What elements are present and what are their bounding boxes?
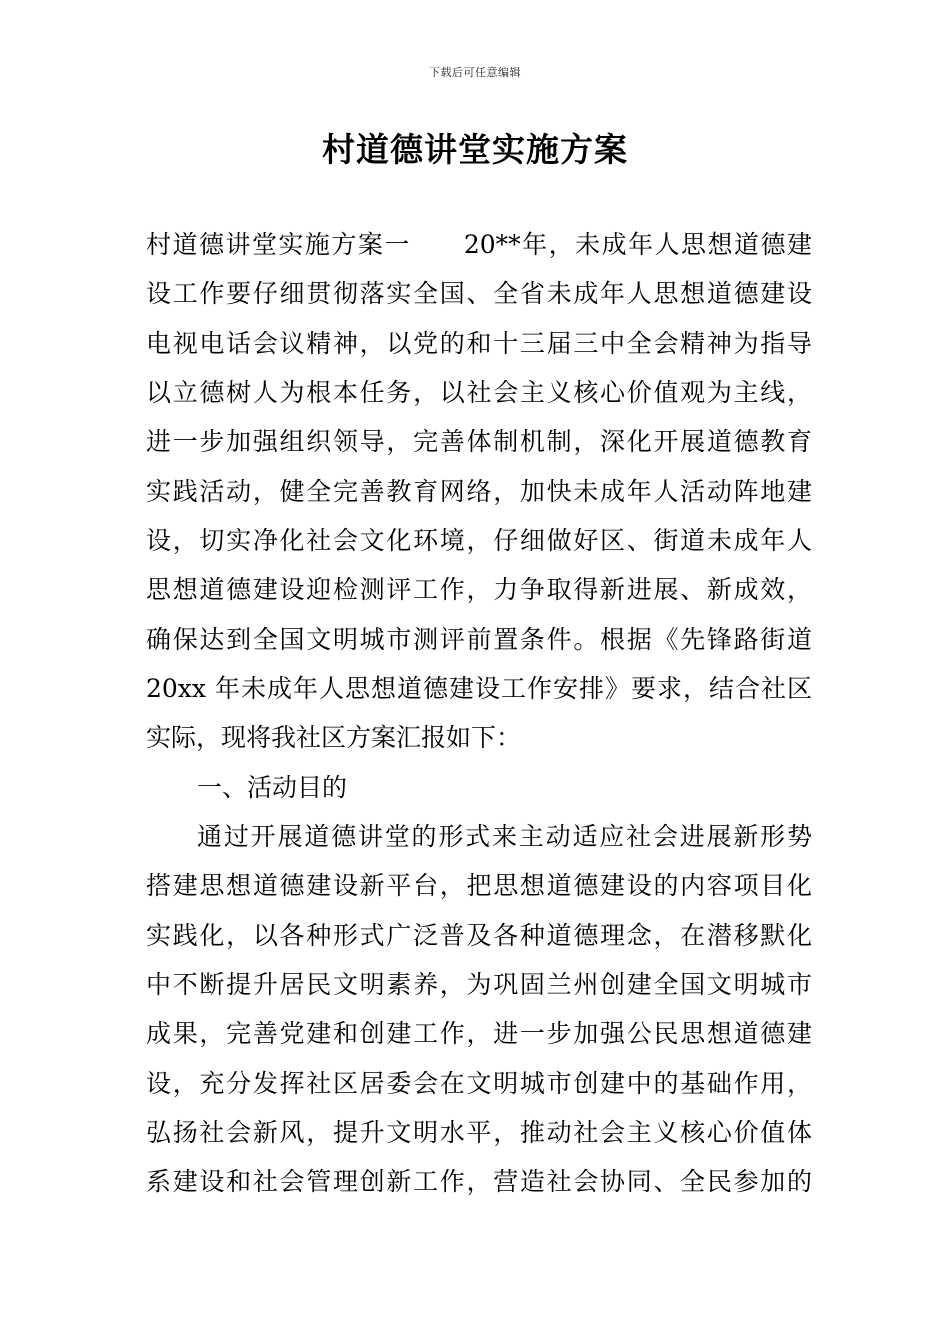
- body-line: 实际，现将我社区方案汇报如下：: [146, 723, 522, 752]
- body-line: 设，充分发挥社区居委会在文明城市创建中的基础作用，: [146, 1069, 812, 1098]
- document-title: 村道德讲堂实施方案: [322, 130, 628, 169]
- body-line: 实践活动，健全完善教育网络，加快未成年人活动阵地建: [146, 477, 812, 506]
- body-line: 搭建思想道德建设新平台，把思想道德建设的内容项目化: [146, 871, 812, 900]
- body-line: 20xx 年未成年人思想道德建设工作安排》要求，结合社区: [146, 674, 812, 703]
- body-line: 弘扬社会新风，提升文明水平，推动社会主义核心价值体: [146, 1118, 812, 1147]
- body-line: 中不断提升居民文明素养，为巩固兰州创建全国文明城市: [146, 970, 812, 999]
- body-line: 进一步加强组织领导，完善体制机制，深化开展道德教育: [146, 427, 812, 456]
- body-line: 以立德树人为根本任务，以社会主义核心价值观为主线，: [146, 378, 812, 407]
- body-line: 通过开展道德讲堂的形式来主动适应社会进展新形势: [197, 822, 812, 851]
- body-line: 电视电话会议精神，以党的和十三届三中全会精神为指导: [146, 329, 812, 358]
- body-line: 村道德讲堂实施方案一 20**年，未成年人思想道德建: [146, 230, 812, 259]
- section-heading: 一、活动目的: [197, 773, 348, 802]
- page-header-note: 下载后可任意编辑: [429, 66, 521, 79]
- body-line: 确保达到全国文明城市测评前置条件。根据《先锋路街道: [146, 625, 812, 654]
- body-line: 系建设和社会管理创新工作，营造社会协同、全民参加的: [146, 1167, 812, 1196]
- body-line: 成果，完善党建和创建工作，进一步加强公民思想道德建: [146, 1019, 812, 1048]
- body-line: 设，切实净化社会文化环境，仔细做好区、街道未成年人: [146, 526, 812, 555]
- body-line: 实践化，以各种形式广泛普及各种道德理念，在潜移默化: [146, 921, 812, 950]
- body-line: 思想道德建设迎检测评工作，力争取得新进展、新成效，: [146, 575, 812, 604]
- body-line: 设工作要仔细贯彻落实全国、全省未成年人思想道德建设: [146, 279, 812, 308]
